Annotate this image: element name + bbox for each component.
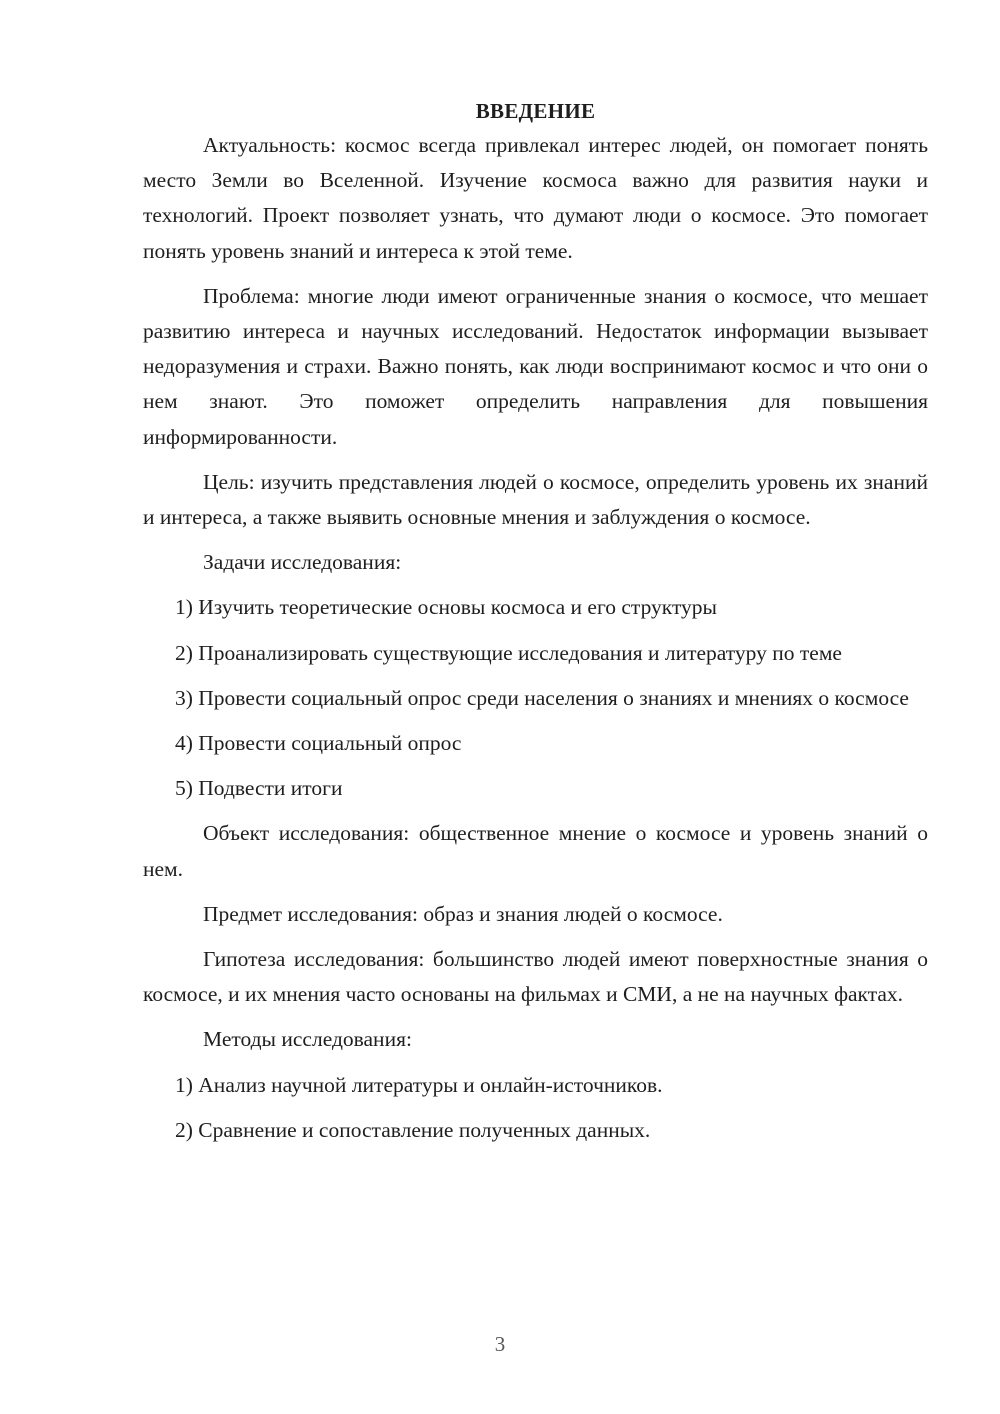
- page-number: 3: [494, 1332, 506, 1356]
- tasks-heading: Задачи исследования:: [203, 550, 402, 575]
- method-item: 2) Сравнение и сопоставление полученных данных.: [175, 1117, 651, 1142]
- goal-paragraph: Цель: изучить представления людей о космосе, определить уровень их знаний и интереса, а также выявить основные мнения и заблуждения о космосе.: [143, 469, 928, 530]
- task-item: 3) Провести социальный опрос среди населения о знаниях и мнениях о космосе: [175, 685, 909, 710]
- relevance-paragraph: Актуальность: космос всегда привлекал интерес людей, он помогает понять место Земли во Вселенной. Изучение космоса важно для развития науки и технологий. Проект позволяет узнать, что думают люди о космосе. Это помогает понять уровень знаний и интереса к этой теме.: [143, 133, 928, 263]
- task-item: 4) Провести социальный опрос: [175, 731, 462, 756]
- task-item: 1) Изучить теоретические основы космоса и его структуры: [175, 595, 718, 620]
- section-title: ВВЕДЕНИЕ: [475, 99, 596, 123]
- method-item: 1) Анализ научной литературы и онлайн-источников.: [175, 1072, 663, 1097]
- hypothesis-paragraph: Гипотеза исследования: большинство людей имеют поверхностные знания о космосе, и их мнения часто основаны на фильмах и СМИ, а не на научных фактах.: [143, 947, 928, 1007]
- methods-heading: Методы исследования:: [203, 1027, 412, 1052]
- task-item: 5) Подвести итоги: [175, 776, 343, 801]
- subject-paragraph: Предмет исследования: образ и знания людей о космосе.: [203, 901, 723, 926]
- object-paragraph: Объект исследования: общественное мнение о космосе и уровень знаний о нем.: [143, 821, 928, 881]
- task-item: 2) Проанализировать существующие исследования и литературу по теме: [175, 640, 842, 665]
- problem-paragraph: Проблема: многие люди имеют ограниченные знания о космосе, что мешает развитию интереса и научных исследований. Недостаток информации вызывает недоразумения и страхи. Важно понять, как люди воспринимают космос и что они о нем знают. Это поможет определить направления для повышения информированности.: [143, 283, 928, 449]
- document-page: [143, 94, 928, 1158]
